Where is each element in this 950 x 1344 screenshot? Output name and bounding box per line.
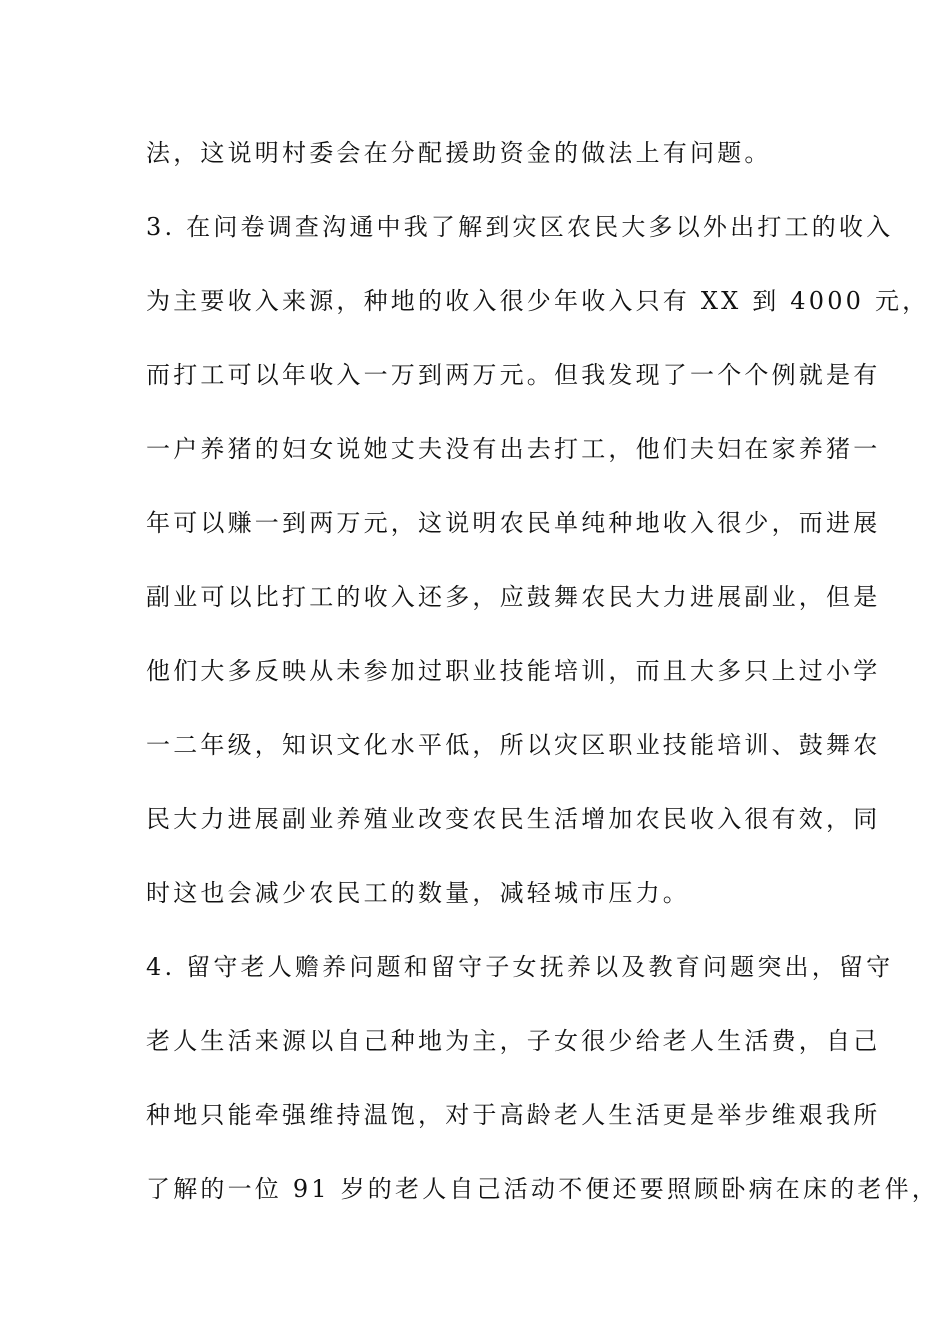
text-line: 种地只能牵强维持温饱，对于高龄老人生活更是举步维艰我所 <box>146 1101 881 1129</box>
text-line: 一二年级，知识文化水平低，所以灾区职业技能培训、鼓舞农 <box>146 731 881 759</box>
text-line: 4. 留守老人赡养问题和留守子女抚养以及教育问题突出，留守 <box>146 953 894 981</box>
text-line: 而打工可以年收入一万到两万元。但我发现了一个个例就是有 <box>146 361 881 389</box>
text-line: 他们大多反映从未参加过职业技能培训，而且大多只上过小学 <box>146 657 881 685</box>
text-line: 老人生活来源以自己种地为主，子女很少给老人生活费，自己 <box>146 1027 881 1055</box>
text-line: 为主要收入来源，种地的收入很少年收入只有 XX 到 4000 元， <box>146 287 930 315</box>
text-line: 副业可以比打工的收入还多，应鼓舞农民大力进展副业，但是 <box>146 583 881 611</box>
text-line: 年可以赚一到两万元，这说明农民单纯种地收入很少，而进展 <box>146 509 881 537</box>
text-line: 法，这说明村委会在分配援助资金的做法上有问题。 <box>146 139 772 167</box>
text-line: 民大力进展副业养殖业改变农民生活增加农民收入很有效，同 <box>146 805 881 833</box>
text-line: 时这也会减少农民工的数量，减轻城市压力。 <box>146 879 690 907</box>
text-line: 一户养猪的妇女说她丈夫没有出去打工，他们夫妇在家养猪一 <box>146 435 881 463</box>
text-line: 了解的一位 91 岁的老人自己活动不便还要照顾卧病在床的老伴， <box>146 1175 939 1203</box>
text-line: 3. 在问卷调查沟通中我了解到灾区农民大多以外出打工的收入 <box>146 213 894 241</box>
